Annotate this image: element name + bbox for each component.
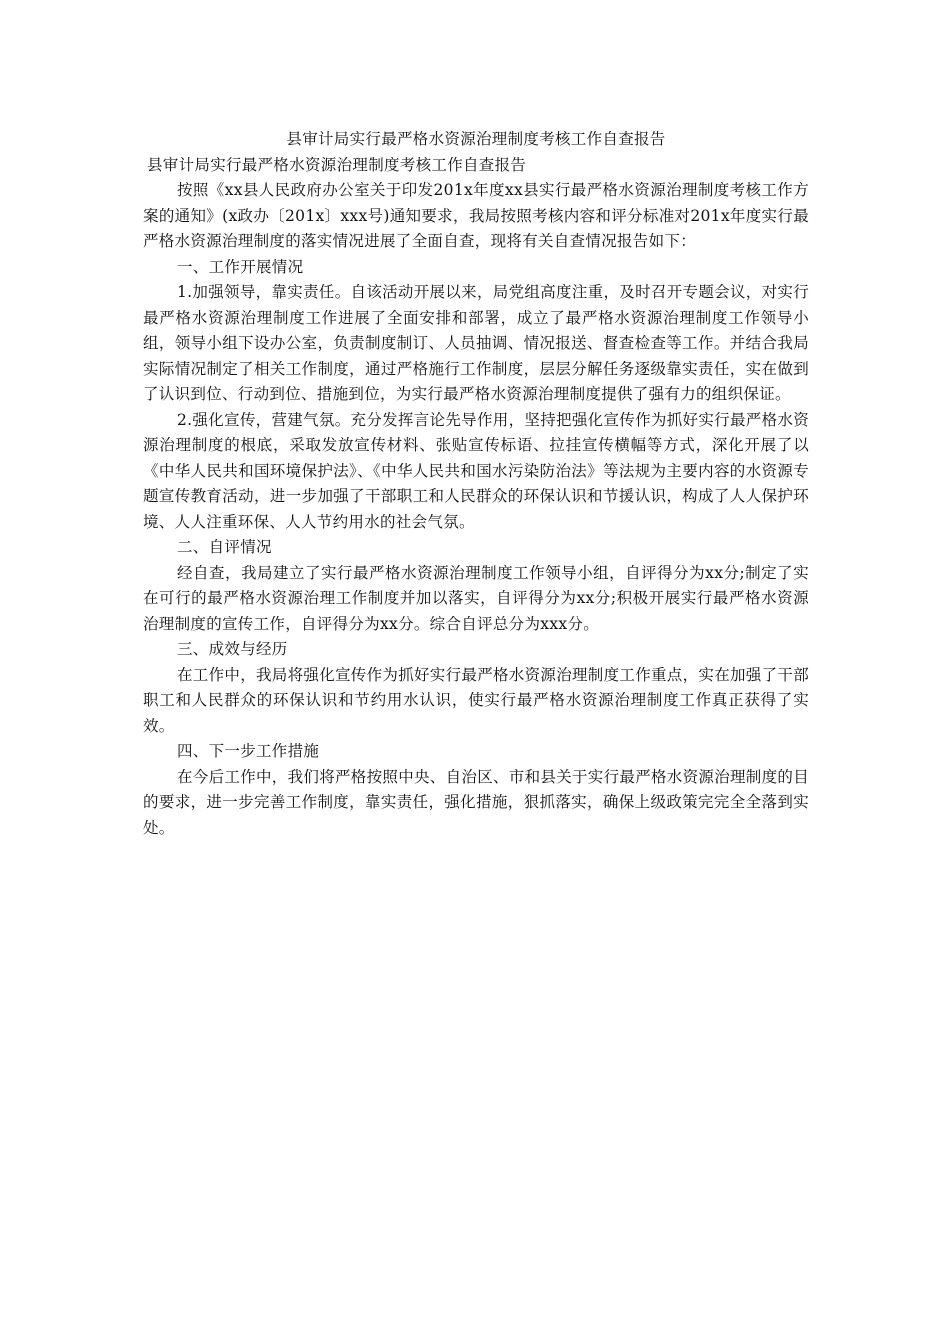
paragraph-results: 在工作中，我局将强化宣传作为抓好实行最严格水资源治理制度工作重点，实在加强了干部职工和人民群众的环保认识和节约用水认识，使实行最严格水资源治理制度工作真正获得了实效。 bbox=[143, 665, 810, 735]
section-heading-results: 三、成效与经历 bbox=[177, 640, 288, 658]
document-subtitle: 县审计局实行最严格水资源治理制度考核工作自查报告 bbox=[147, 156, 527, 174]
paragraph-leadership: 1.加强领导，靠实责任。自该活动开展以来，局党组高度注重，及时召开专题会议，对实行最严格水资源治理制度工作进展了全面安排和部署，成立了最严格水资源治理制度工作领导小组，领导小组下设办公室，负责制度制订、人员抽调、情况报送、督查检查等工作。并结合我局实际情况制定了相关工作制度，通过严格施行工作制度，层层分解任务逐级靠实责任，实在做到了认识到位、行动到位、措施到位，为实行最严格水资源治理制度提供了强有力的组织保证。 bbox=[143, 283, 809, 403]
paragraph-next-steps: 在今后工作中，我们将严格按照中央、自治区、市和县关于实行最严格水资源治理制度的目的要求，进一步完善工作制度，靠实责任，强化措施，狠抓落实，确保上级政策完完全全落到实处。 bbox=[143, 767, 810, 837]
document-title: 县审计局实行最严格水资源治理制度考核工作自查报告 bbox=[286, 130, 666, 148]
paragraph-publicity: 2.强化宣传，营建气氛。充分发挥言论先导作用，坚持把强化宣传作为抓好实行最严格水资源治理制度的根底，采取发放宣传材料、张贴宣传标语、拉挂宣传横幅等方式，深化开展了以《中华人民共和国环境保护法》、《中华人民共和国水污染防治法》等法规为主要内容的水资源专题宣传教育活动，进一步加强了干部职工和人民群众的环保认识和节援认识，构成了人人保护环境、人人注重环保、人人节约用水的社会气氛。 bbox=[143, 410, 809, 531]
intro-paragraph: 按照《xx县人民政府办公室关于印发201x年度xx县实行最严格水资源治理制度考核工作方案的通知》(x政办〔201x〕xxx号)通知要求，我局按照考核内容和评分标准对201x年度实行最严格水资源治理制度的落实情况进展了全面自查，现将有关自查情况报告如下： bbox=[143, 181, 809, 250]
paragraph-self-evaluation: 经自查，我局建立了实行最严格水资源治理制度工作领导小组，自评得分为xx分;制定了实在可行的最严格水资源治理工作制度并加以落实，自评得分为xx分;积极开展实行最严格水资源治理制度的宣传工作，自评得分为xx分。综合自评总分为xxx分。 bbox=[143, 563, 809, 633]
section-heading-next-steps: 四、下一步工作措施 bbox=[177, 742, 320, 760]
section-heading-self-evaluation: 二、自评情况 bbox=[177, 538, 272, 556]
document-page bbox=[143, 126, 809, 841]
section-heading-work-progress: 一、工作开展情况 bbox=[177, 257, 304, 276]
